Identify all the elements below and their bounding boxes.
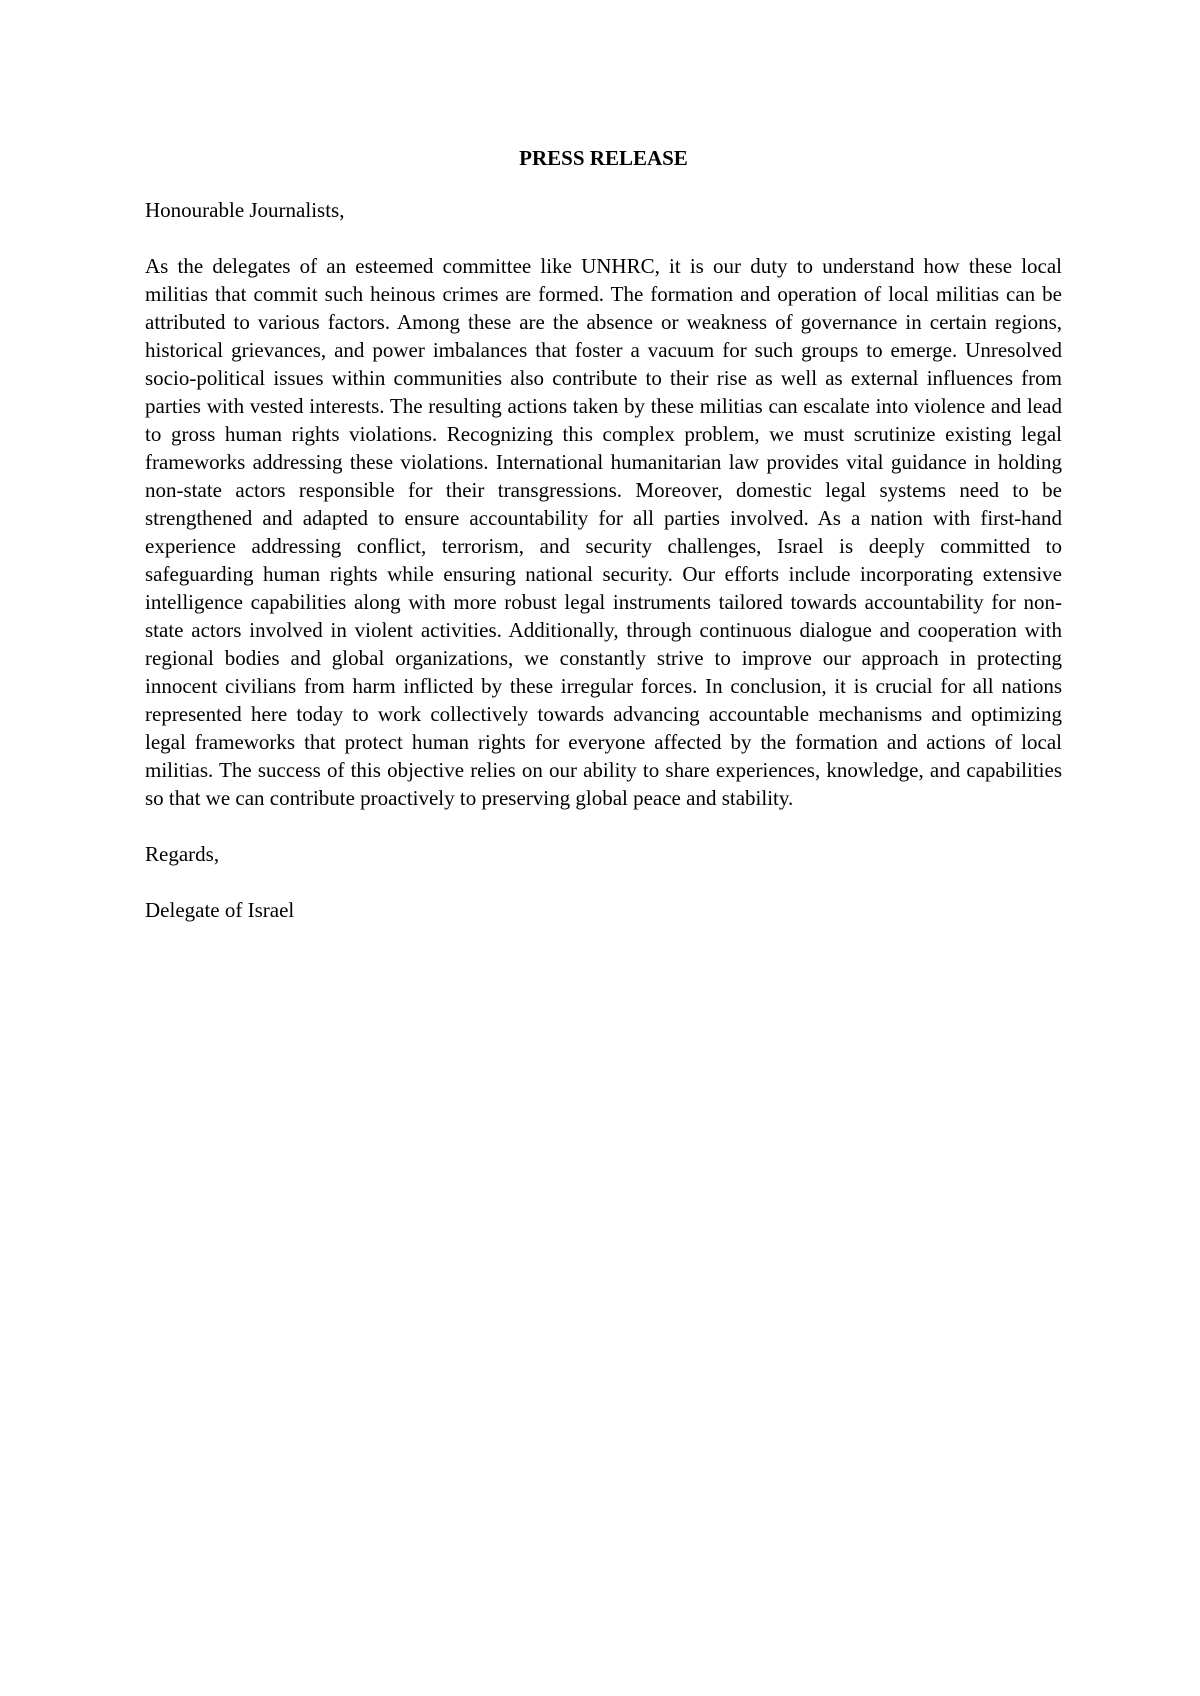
press-release-title: PRESS RELEASE bbox=[519, 146, 688, 170]
closing: Regards, bbox=[145, 842, 220, 866]
signature: Delegate of Israel bbox=[145, 898, 295, 922]
salutation: Honourable Journalists, bbox=[145, 198, 345, 222]
body-paragraph: As the delegates of an esteemed committee like UNHRC, it is our duty to understand how these local militias that commit such heinous crimes are formed. The formation and operation of local militias can be attributed to various factors. Among these are the absence or weakness of governance in certain regions, historical grievances, and power imbalances that foster a vacuum for such groups to emerge. Unresolved socio-political issues within communities also contribute to their rise as well as external influences from parties with vested interests. The resulting actions taken by these militias can escalate into violence and lead to gross human rights violations. Recognizing this complex problem, we must scrutinize existing legal frameworks addressing these violations. International humanitarian law provides vital guidance in holding non-state actors responsible for their transgressions. Moreover, domestic legal systems need to be strengthened and adapted to ensure accountability for all parties involved. As a nation with first-hand experience addressing conflict, terrorism, and security challenges, Israel is deeply committed to safeguarding human rights while ensuring national security. Our efforts include incorporating extensive intelligence capabilities along with more robust legal instruments tailored towards accountability for non-state actors involved in violent activities. Additionally, through continuous dialogue and cooperation with regional bodies and global organizations, we constantly strive to improve our approach in protecting innocent civilians from harm inflicted by these irregular forces. In conclusion, it is crucial for all nations represented here today to work collectively towards advancing accountable mechanisms and optimizing legal frameworks that protect human rights for everyone affected by the formation and actions of local militias. The success of this objective relies on our ability to share experiences, knowledge, and capabilities so that we can contribute proactively to preserving global peace and stability. bbox=[145, 254, 1062, 810]
document-content bbox=[145, 144, 1062, 924]
